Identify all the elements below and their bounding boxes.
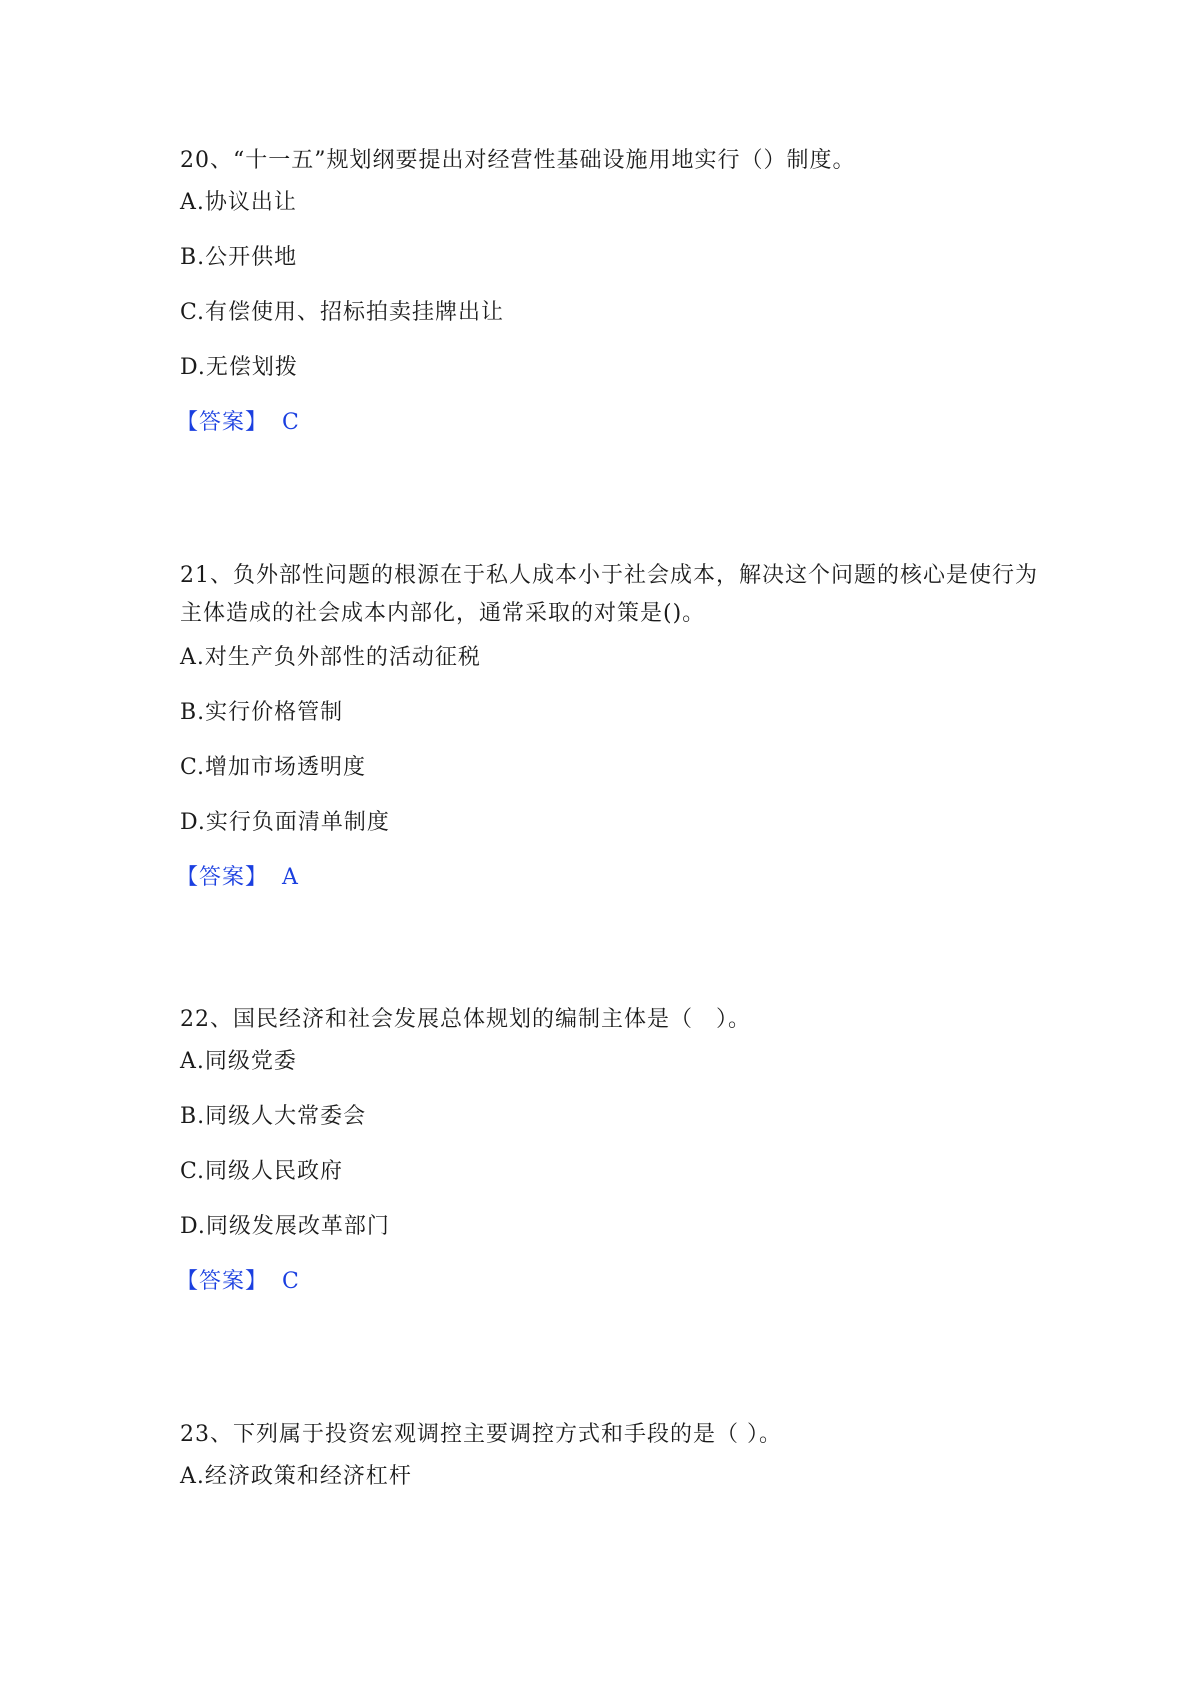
answer-line	[176, 863, 299, 893]
option-d: D.同级发展改革部门	[180, 1214, 390, 1239]
answer-label: 【答案】	[176, 865, 269, 890]
option-c: C.同级人民政府	[180, 1159, 344, 1184]
answer-label: 【答案】	[176, 1269, 269, 1294]
option-b: B.实行价格管制	[180, 700, 344, 725]
option-c: C.有偿使用、招标拍卖挂牌出让	[180, 300, 505, 325]
question-23	[180, 1416, 1040, 1536]
answer-line	[176, 1267, 300, 1297]
option-d: D.实行负面清单制度	[180, 810, 390, 835]
option-a: A.同级党委	[180, 1049, 297, 1074]
option-b: B.公开供地	[180, 245, 298, 270]
option-c: C.增加市场透明度	[180, 755, 367, 780]
option-a: A.协议出让	[180, 190, 297, 215]
question-22	[176, 1001, 1040, 1301]
question-20	[176, 142, 1040, 442]
answer-value: C	[282, 410, 300, 435]
option-b: B.同级人大常委会	[180, 1104, 367, 1129]
answer-line	[176, 408, 300, 438]
option-a: A.对生产负外部性的活动征税	[180, 645, 481, 670]
option-d: D.无偿划拨	[180, 355, 298, 380]
question-stem: 21、负外部性问题的根源在于私人成本小于社会成本，解决这个问题的核心是使行为主体造成的社会成本内部化，通常采取的对策是()。	[180, 563, 1038, 626]
question-stem: 20、“十一五”规划纲要提出对经营性基础设施用地实行（）制度。	[180, 148, 856, 173]
answer-value: A	[282, 865, 299, 890]
question-21	[176, 557, 1040, 890]
answer-value: C	[282, 1269, 300, 1294]
question-stem: 22、国民经济和社会发展总体规划的编制主体是（ ）。	[180, 1007, 751, 1032]
answer-label: 【答案】	[176, 410, 269, 435]
option-a: A.经济政策和经济杠杆	[180, 1464, 412, 1489]
question-stem: 23、下列属于投资宏观调控主要调控方式和手段的是（ ）。	[180, 1422, 782, 1447]
